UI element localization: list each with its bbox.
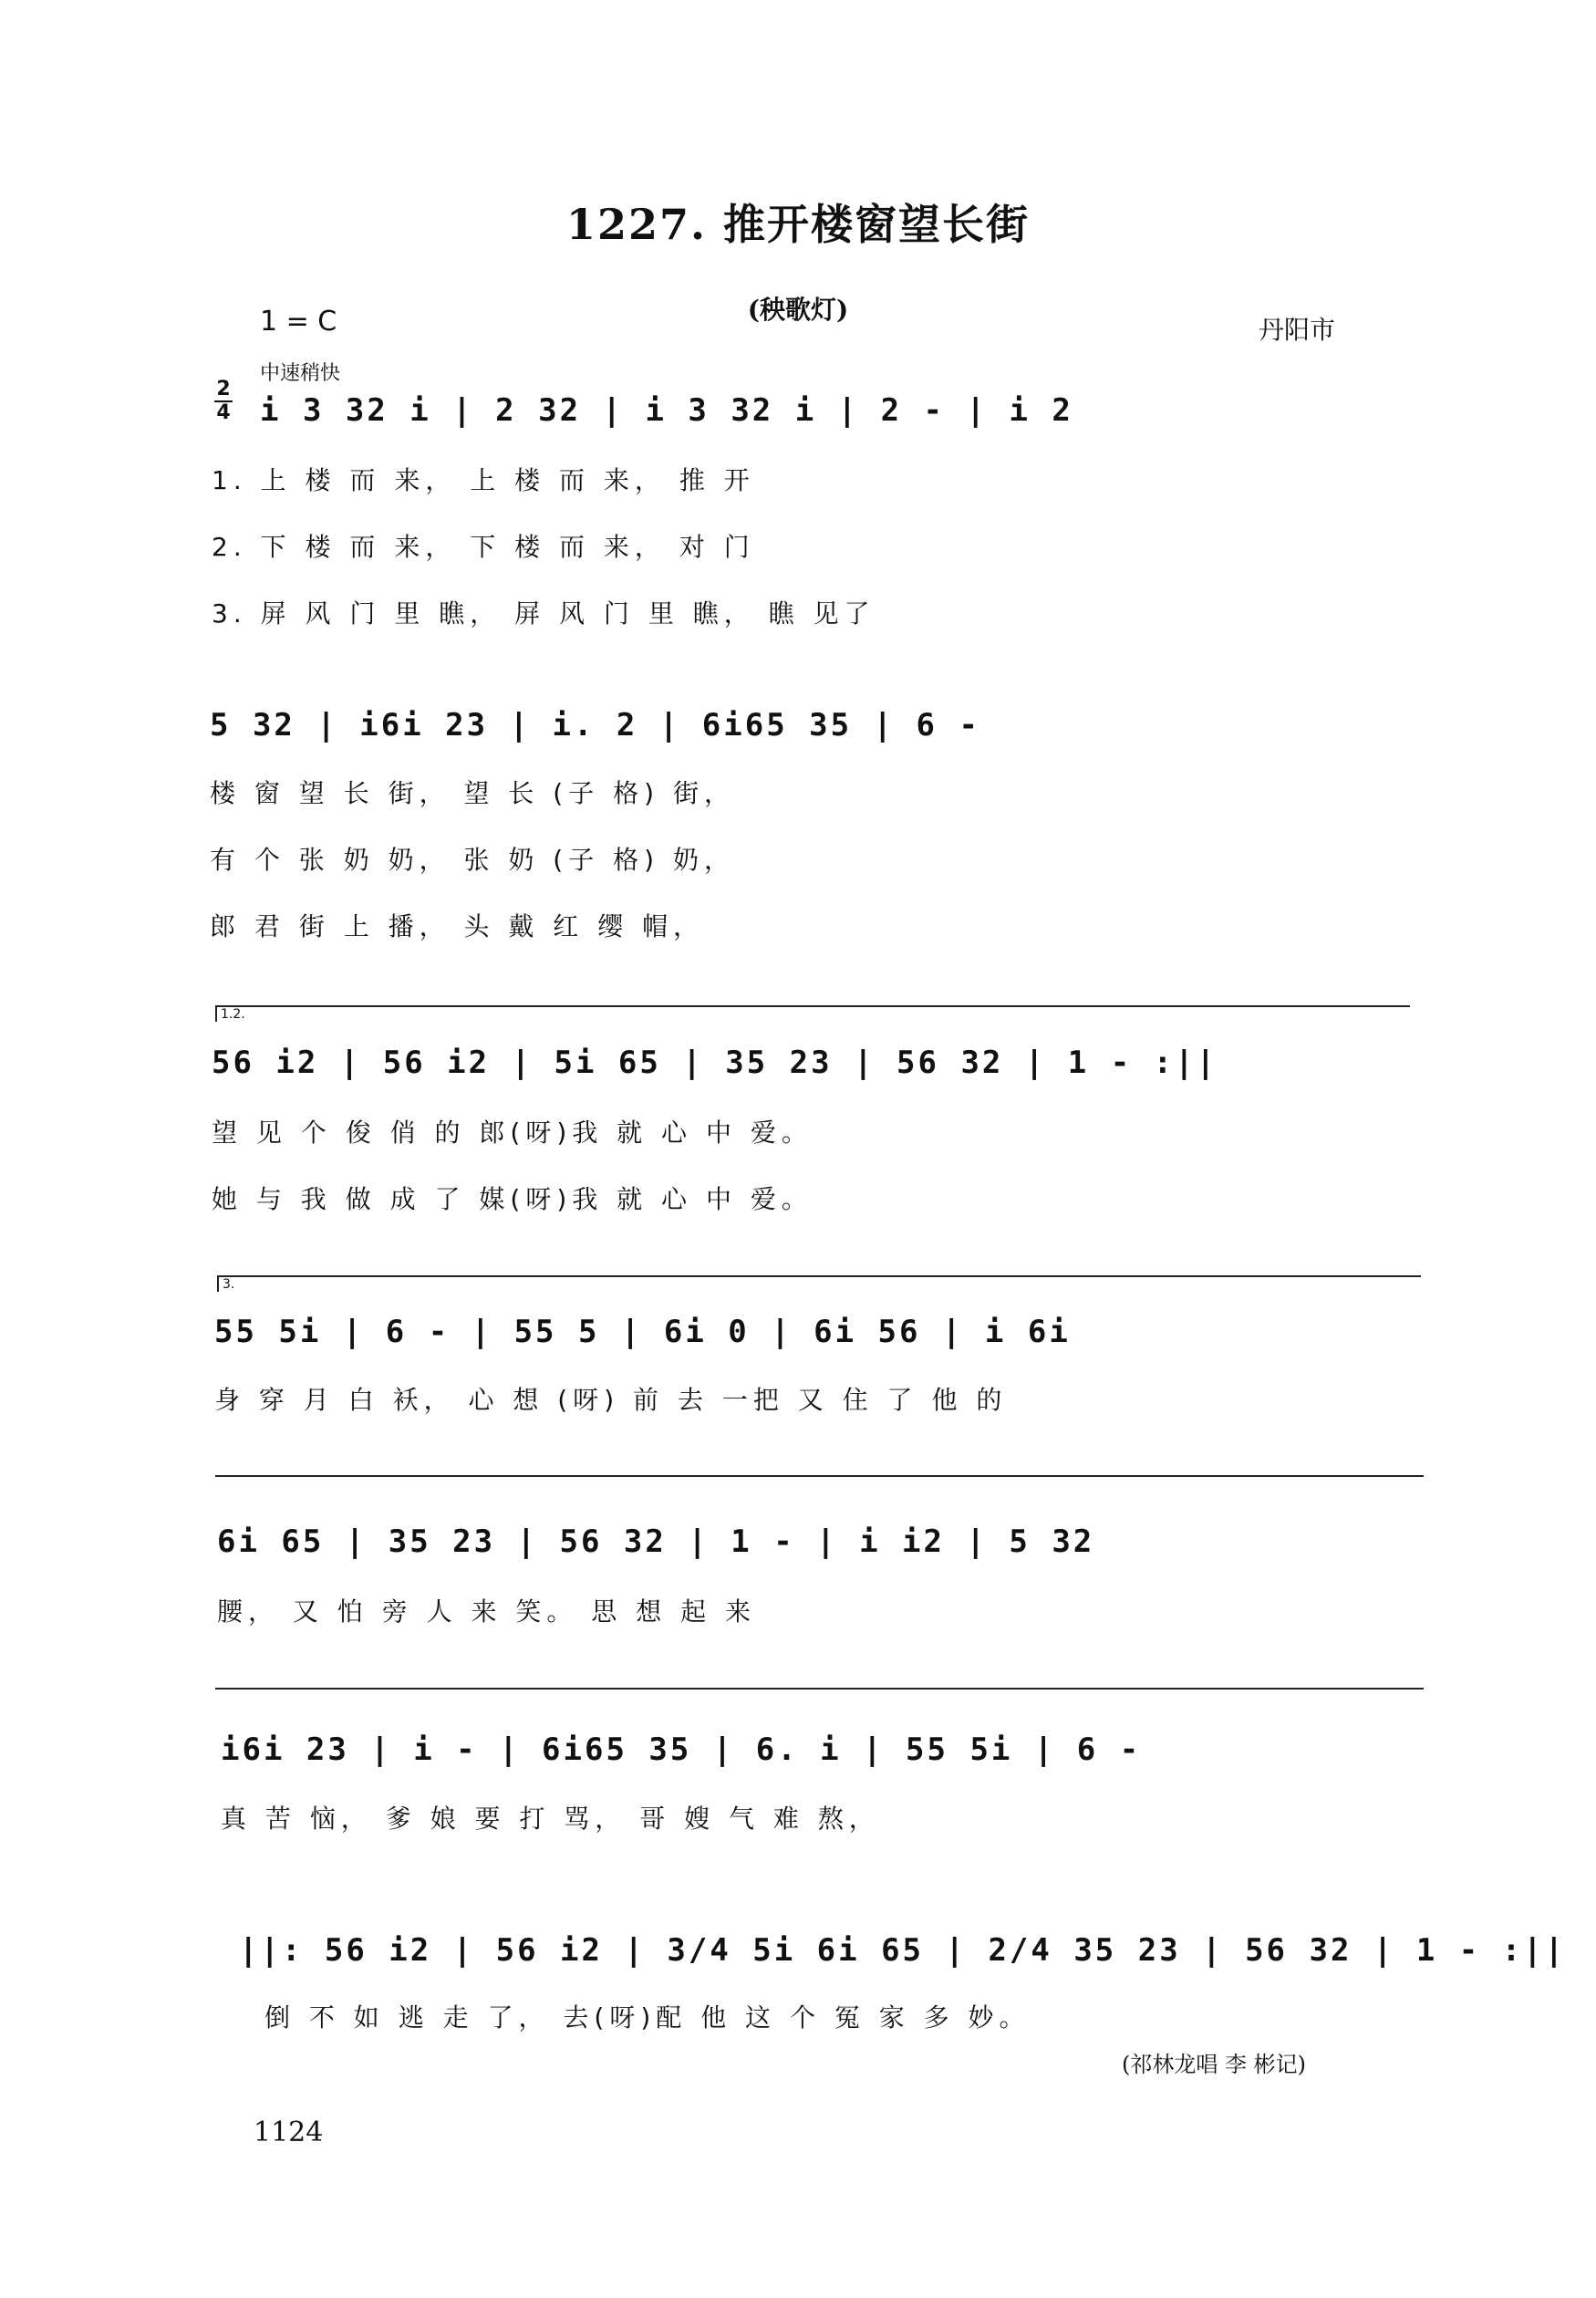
key-signature: 1 = C — [260, 306, 337, 338]
lyric-line: 有 个 张 奶 奶， 张 奶 (子 格) 奶， — [210, 845, 735, 875]
region-label: 丹阳市 — [1259, 315, 1336, 345]
lyric-line: 倒 不 如 逃 走 了， 去(呀)配 他 这 个 冤 家 多 妙。 — [264, 2002, 1031, 2033]
volta-label: 1.2. — [221, 1007, 245, 1022]
tempo-marking: 中速稍快 — [260, 362, 341, 385]
lyric-line: 郎 君 街 上 播， 头 戴 红 缨 帽， — [210, 911, 705, 941]
continuation-line — [215, 1688, 1424, 1690]
lyric-line: 她 与 我 做 成 了 媒(呀)我 就 心 中 爱。 — [212, 1184, 813, 1214]
notation-line: ||: 56 i2 | 56 i2 | 3/4 5i 6i 65 | 2/4 35 23 | 56 32 | 1 - :|| — [239, 1932, 1567, 1969]
volta-bracket — [217, 1275, 1421, 1277]
lyric-line: 3. 屏 风 门 里 瞧， 屏 风 门 里 瞧， 瞧 见了 — [212, 598, 876, 629]
lyric-line: 楼 窗 望 长 街， 望 长 (子 格) 街， — [210, 778, 735, 808]
time-signature-bottom: 4 — [216, 401, 231, 424]
time-signature — [212, 379, 234, 424]
genre-label: (秧歌灯) — [747, 295, 849, 325]
notation-line: 5 32 | i6i 23 | i. 2 | 6i65 35 | 6 - — [210, 707, 980, 743]
volta-label: 3. — [223, 1277, 235, 1292]
notation-line: 55 5i | 6 - | 55 5 | 6i 0 | 6i 56 | i 6i — [214, 1314, 1071, 1350]
volta-bracket-tick — [217, 1275, 219, 1292]
notation-line: i6i 23 | i - | 6i65 35 | 6. i | 55 5i | 6 - — [221, 1731, 1142, 1768]
lyric-line: 真 苦 恼， 爹 娘 要 打 骂， 哥 嫂 气 难 熬， — [221, 1804, 880, 1834]
time-signature-top: 2 — [216, 378, 231, 400]
volta-bracket — [215, 1005, 1410, 1007]
lyric-line: 1. 上 楼 而 来， 上 楼 而 来， 推 开 — [212, 465, 755, 495]
continuation-line — [215, 1475, 1424, 1477]
page-title: 1227. 推开楼窗望长街 — [565, 200, 1031, 249]
notation-line: 56 i2 | 56 i2 | 5i 65 | 35 23 | 56 32 | 1 - :|| — [212, 1045, 1218, 1081]
lyric-line: 身 穿 月 白 袄， 心 想 (呀) 前 去 一把 又 住 了 他 的 — [214, 1385, 1008, 1415]
notation-line: 6i 65 | 35 23 | 56 32 | 1 - | i i2 | 5 32 — [217, 1523, 1095, 1560]
lyric-line: 2. 下 楼 而 来， 下 楼 而 来， 对 门 — [212, 532, 755, 562]
credit-line: (祁林龙唱 李 彬记) — [1122, 2052, 1306, 2077]
lyric-line: 腰， 又 怕 旁 人 来 笑。 思 想 起 来 — [217, 1596, 757, 1627]
notation-line: i 3 32 i | 2 32 | i 3 32 i | 2 - | i 2 — [260, 392, 1073, 429]
volta-bracket-tick — [215, 1005, 217, 1022]
lyric-line: 望 见 个 俊 俏 的 郎(呀)我 就 心 中 爱。 — [212, 1118, 813, 1148]
page-number: 1124 — [254, 2116, 324, 2148]
